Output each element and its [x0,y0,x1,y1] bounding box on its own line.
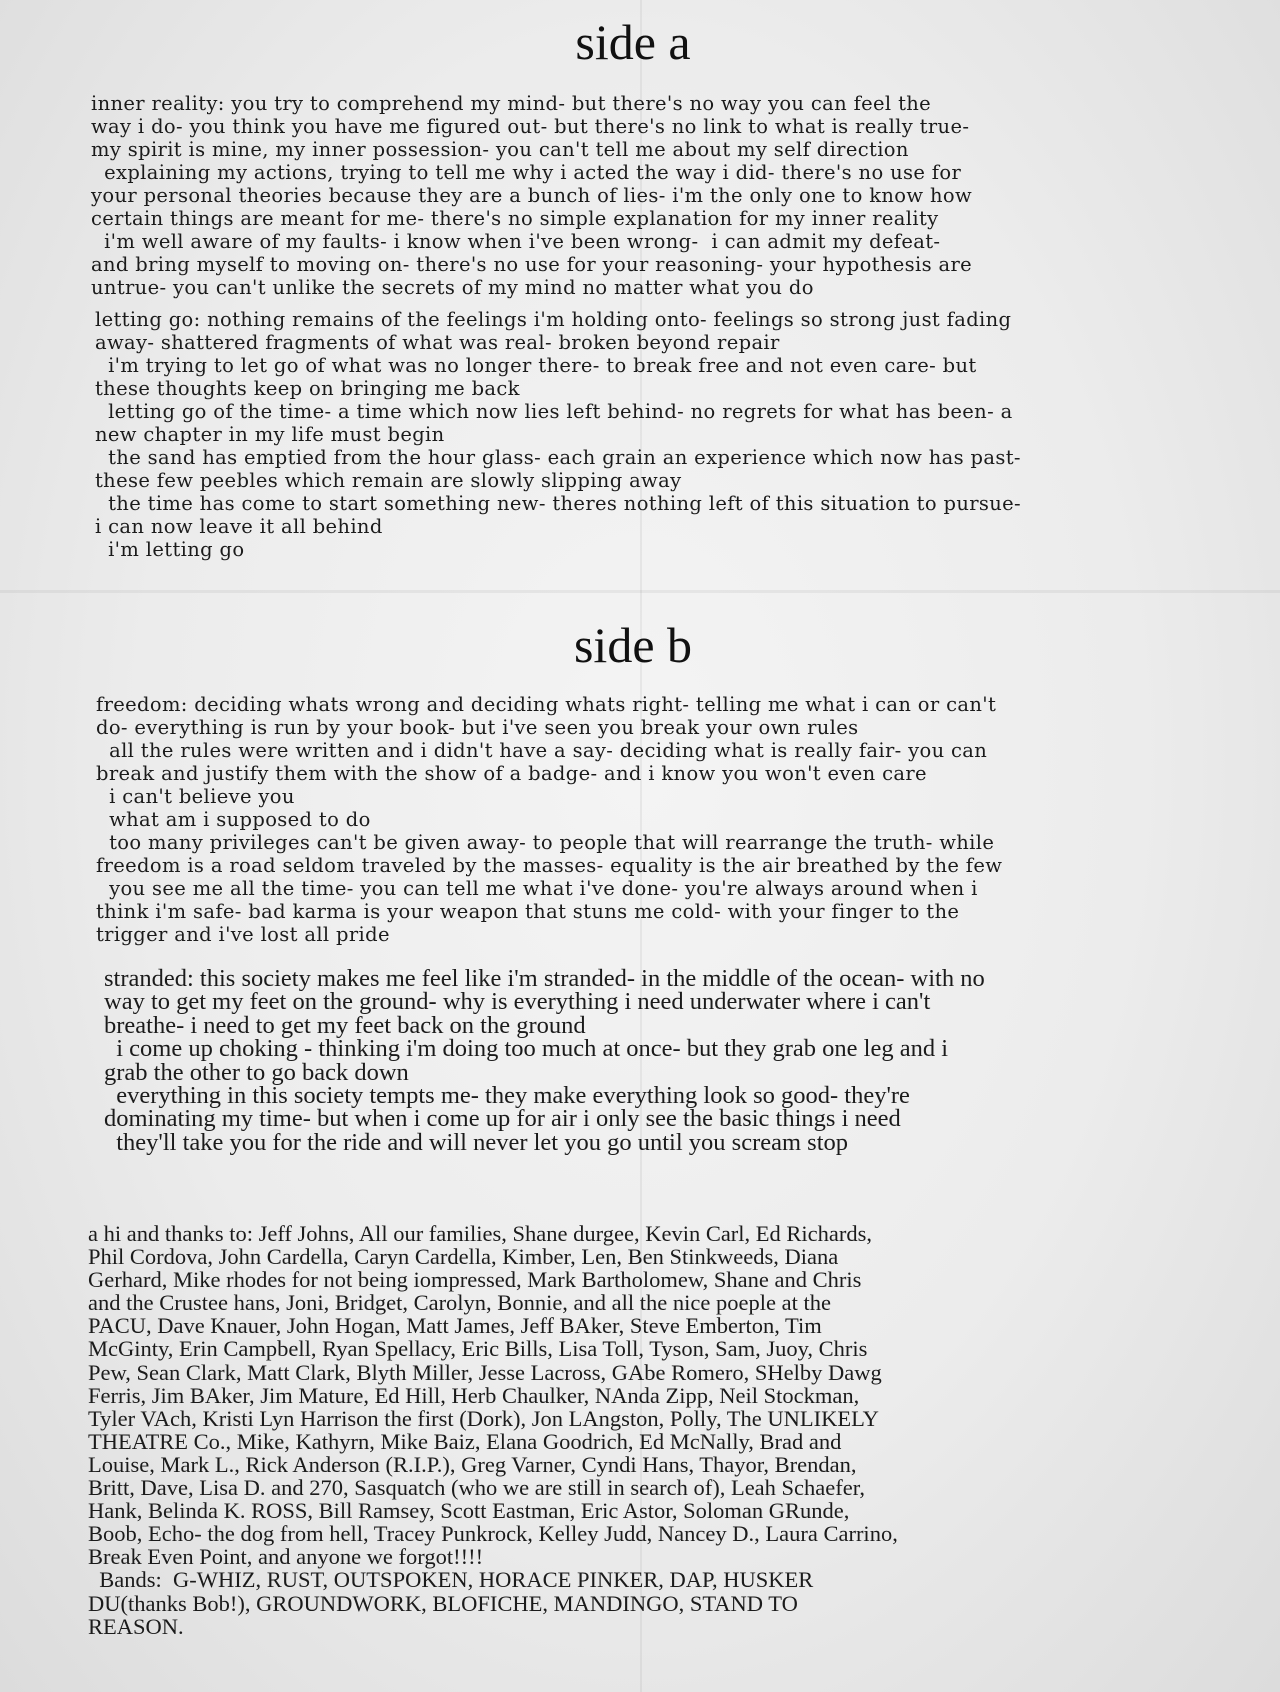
text-line: too many privileges can't be given away- to people that will rearrange the truth- while [96,831,995,854]
text-line: Tyler VAch, Kristi Lyn Harrison the first (Dork), Jon LAngston, Polly, The UNLIKELY [88,1405,879,1431]
text-line: all the rules were written and i didn't have a say- deciding what is really fair- you can [96,739,988,762]
text-line: PACU, Dave Knauer, John Hogan, Matt James, Jeff BAker, Steve Emberton, Tim [88,1313,822,1339]
text-line: explaining my actions, trying to tell me why i acted the way i did- there's no use for [91,161,962,184]
side-b-title: side b [573,617,693,673]
text-line: everything in this society tempts me- they make everything look so good- they're [104,1082,910,1110]
text-line: away- shattered fragments of what was real- broken beyond repair [95,331,780,354]
song-letting-go [95,308,1021,561]
text-line: Phil Cordova, John Cardella, Caryn Cardella, Kimber, Len, Ben Stinkweeds, Diana [88,1244,839,1270]
text-line: these thoughts keep on bringing me back [95,377,520,400]
text-line: THEATRE Co., Mike, Kathyrn, Mike Baiz, Elana Goodrich, Ed McNally, Brad and [88,1428,842,1454]
text-line: these few peebles which remain are slowly slipping away [95,469,682,492]
text-line: break and justify them with the show of a badge- and i know you won't even care [96,762,927,785]
text-line: i can now leave it all behind [95,515,383,538]
song-inner-reality [91,92,972,299]
text-line: untrue- you can't unlike the secrets of my mind no matter what you do [91,276,814,299]
text-line: freedom is a road seldom traveled by the masses- equality is the air breathed by the few [96,854,1003,877]
text-line: way to get my feet on the ground- why is everything i need underwater where i can't [104,988,931,1016]
text-line: i come up choking - thinking i'm doing too much at once- but they grab one leg and i [104,1035,949,1063]
text-line: Gerhard, Mike rhodes for not being iompressed, Mark Bartholomew, Shane and Chris [88,1267,862,1293]
text-line: trigger and i've lost all pride [96,923,390,946]
text-line: i'm well aware of my faults- i know when i've been wrong- i can admit my defeat- [91,230,941,253]
text-line: i can't believe you [96,785,295,808]
song-stranded [104,967,985,1154]
text-line: way i do- you think you have me figured out- but there's no link to what is really true- [91,115,970,138]
text-line: a hi and thanks to: Jeff Johns, All our families, Shane durgee, Kevin Carl, Ed Richards, [88,1221,873,1246]
song-freedom [96,693,1002,946]
text-line: i'm letting go [95,538,245,561]
text-line: they'll take you for the ride and will never let you go until you scream stop [104,1128,848,1156]
text-line: freedom: deciding whats wrong and deciding whats right- telling me what i can or can't [96,693,997,716]
text-line: Break Even Point, and anyone we forgot!!!! [88,1544,484,1570]
text-line: grab the other to go back down [104,1058,409,1086]
thanks-list [88,1222,898,1638]
text-line: do- everything is run by your book- but i've seen you break your own rules [96,716,859,739]
side-a-title: side a [575,14,691,70]
text-line: Bands: G-WHIZ, RUST, OUTSPOKEN, HORACE PINKER, DAP, HUSKER [88,1567,814,1593]
text-line: Hank, Belinda K. ROSS, Bill Ramsey, Scott Eastman, Eric Astor, Soloman GRunde, [88,1498,850,1524]
text-line: the time has come to start something new- theres nothing left of this situation to pursue- [95,492,1021,515]
text-line: what am i supposed to do [96,808,371,831]
text-line: REASON. [88,1613,184,1639]
text-line: letting go of the time- a time which now lies left behind- no regrets for what has been- a [95,400,1013,423]
text-line: letting go: nothing remains of the feelings i'm holding onto- feelings so strong just fading [95,308,1012,331]
text-line: stranded: this society makes me feel like i'm stranded- in the middle of the ocean- with no [104,965,985,992]
text-line: Boob, Echo- the dog from hell, Tracey Punkrock, Kelley Judd, Nancey D., Laura Carrino, [88,1521,898,1547]
text-line: Pew, Sean Clark, Matt Clark, Blyth Miller, Jesse Lacross, GAbe Romero, SHelby Dawg [88,1359,882,1385]
text-line: dominating my time- but when i come up for air i only see the basic things i need [104,1105,901,1133]
text-line: the sand has emptied from the hour glass- each grain an experience which now has past- [95,446,1021,469]
text-line: and bring myself to moving on- there's no use for your reasoning- your hypothesis are [91,253,973,276]
text-line: your personal theories because they are a bunch of lies- i'm the only one to know how [91,184,973,207]
text-line: i'm trying to let go of what was no longer there- to break free and not even care- but [95,354,977,377]
text-line: think i'm safe- bad karma is your weapon that stuns me cold- with your finger to the [96,900,960,923]
text-line: DU(thanks Bob!), GROUNDWORK, BLOFICHE, MANDINGO, STAND TO [88,1590,798,1616]
text-line: certain things are meant for me- there's no simple explanation for my inner reality [91,207,939,230]
text-line: Ferris, Jim BAker, Jim Mature, Ed Hill, Herb Chaulker, NAnda Zipp, Neil Stockman, [88,1382,860,1408]
text-line: new chapter in my life must begin [95,423,445,446]
text-line: Louise, Mark L., Rick Anderson (R.I.P.), Greg Varner, Cyndi Hans, Thayor, Brendan, [88,1451,857,1477]
text-line: inner reality: you try to comprehend my mind- but there's no way you can feel the [91,92,932,115]
text-line: my spirit is mine, my inner possession- you can't tell me about my self direction [91,138,909,161]
text-line: Britt, Dave, Lisa D. and 270, Sasquatch (who we are still in search of), Leah Schaefer, [88,1475,865,1501]
text-line: breathe- i need to get my feet back on the ground [104,1011,586,1039]
text-line: and the Crustee hans, Joni, Bridget, Carolyn, Bonnie, and all the nice poeple at the [88,1290,831,1316]
text-line: you see me all the time- you can tell me what i've done- you're always around when i [96,877,978,900]
text-line: McGinty, Erin Campbell, Ryan Spellacy, Eric Bills, Lisa Toll, Tyson, Sam, Juoy, Chris [88,1336,868,1362]
